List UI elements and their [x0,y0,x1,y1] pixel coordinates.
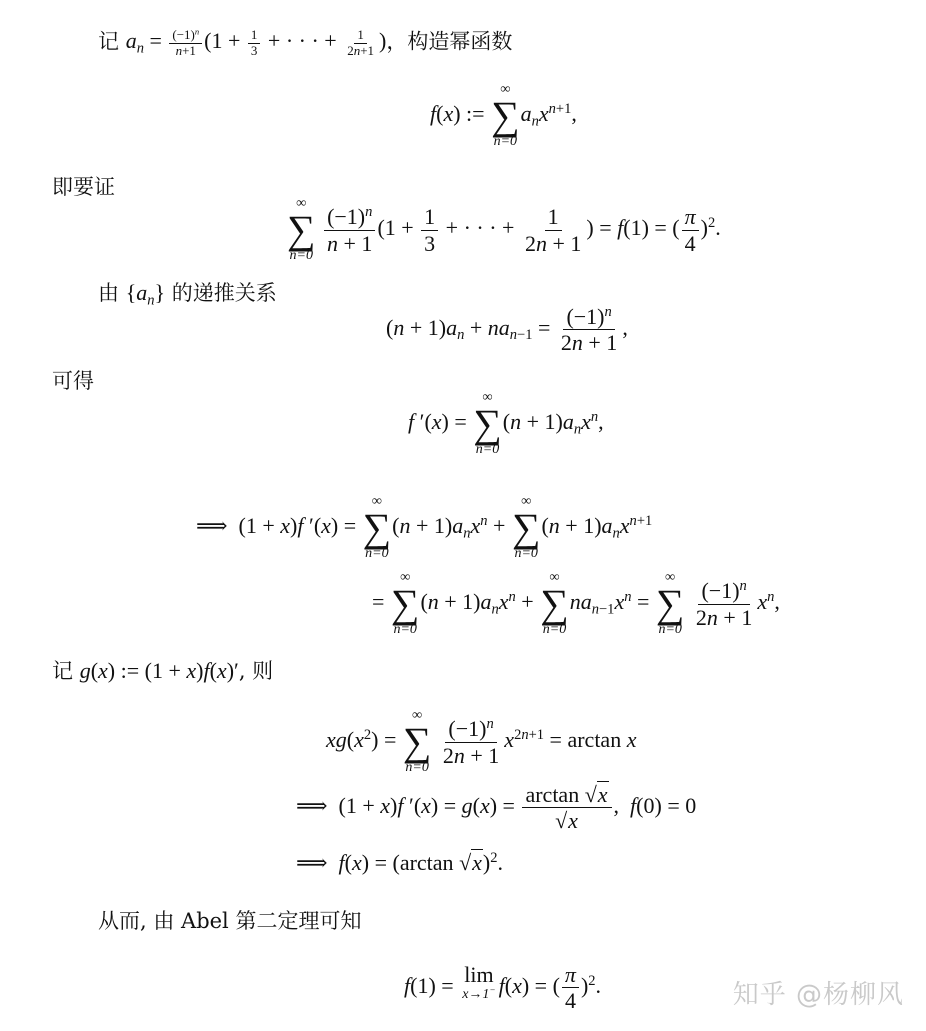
recurrence-intro: 由 $\{a_n\}$ 的递推关系 [98,280,277,309]
formula-a-n: $a_n$ = $\frac{(-1)^n}{n+1}$ (1 + $\frac{1}{3}$ + · · · + $\frac{1}{2n+1}$ ) [125,26,387,58]
formula-conclusion: f(1) = lim x→1− f(x) = ( $\frac{\pi}{4}$ )$^2$. [404,962,602,1014]
watermark: 知乎 @杨柳风 [732,980,904,1010]
define-g-line: 记 g(x) := (1 + x)f(x)′, 则 [52,658,274,683]
formula-recurrence: $(n + 1)a_n + na_{n-1}$ = $\frac{(-1)^n}{2n + 1}$ , [386,304,628,356]
formula-implication-1: ⟹ (1 + x)f ′(x) = ∞ ∑ n=0 $(n + 1)a_nx^n$ + ∞ ∑ n=0 $(n + 1)a_nx^{n+1}$ [196,494,653,561]
formula-f-result: ⟹ f(x) = (arctan √x)$^2$. [296,850,503,875]
formula-goal: ∞ ∑ n=0 $\frac{(-1)^n}{n + 1}$ (1 + $\frac{1}{3}$ + · · · + $\frac{1}{2n + 1}$ ) = f(1) = ( $\frac{\pi}{4}$ )$^2$. [287,196,721,263]
formula-f-definition: f(x) := ∞ ∑ n=0 $a_nx^{n+1}$, [430,82,577,149]
text-prefix: 记 [98,29,119,54]
conclusion-intro: 从而, 由 Abel 第二定理可知 [98,909,362,933]
label-to-prove: 即要证 [52,175,115,199]
formula-g-arctan: ⟹ (1 + x)f ′(x) = g(x) = $\frac{\arctan √x}{√x}$ , f(0) = 0 [296,782,697,834]
text-suffix: ，构造幂函数 [386,29,513,54]
definition-a-n-line [98,28,512,59]
formula-implication-2: = ∞ ∑ n=0 $(n + 1)a_nx^n$ + ∞ ∑ n=0 $na_{n-1}x^n$ = ∞ ∑ n=0 $\frac{(-1)^n}{2n + 1}$ $x^n$, [372,570,780,637]
label-obtain: 可得 [52,369,94,393]
formula-xg: $xg(x^2)$ = ∞ ∑ n=0 $\frac{(-1)^n}{2n + 1}$ $x^{2n+1} = \arctan x$ [326,708,637,775]
formula-f-prime: f ′(x) = ∞ ∑ n=0 $(n + 1)a_nx^n$, [408,390,604,457]
